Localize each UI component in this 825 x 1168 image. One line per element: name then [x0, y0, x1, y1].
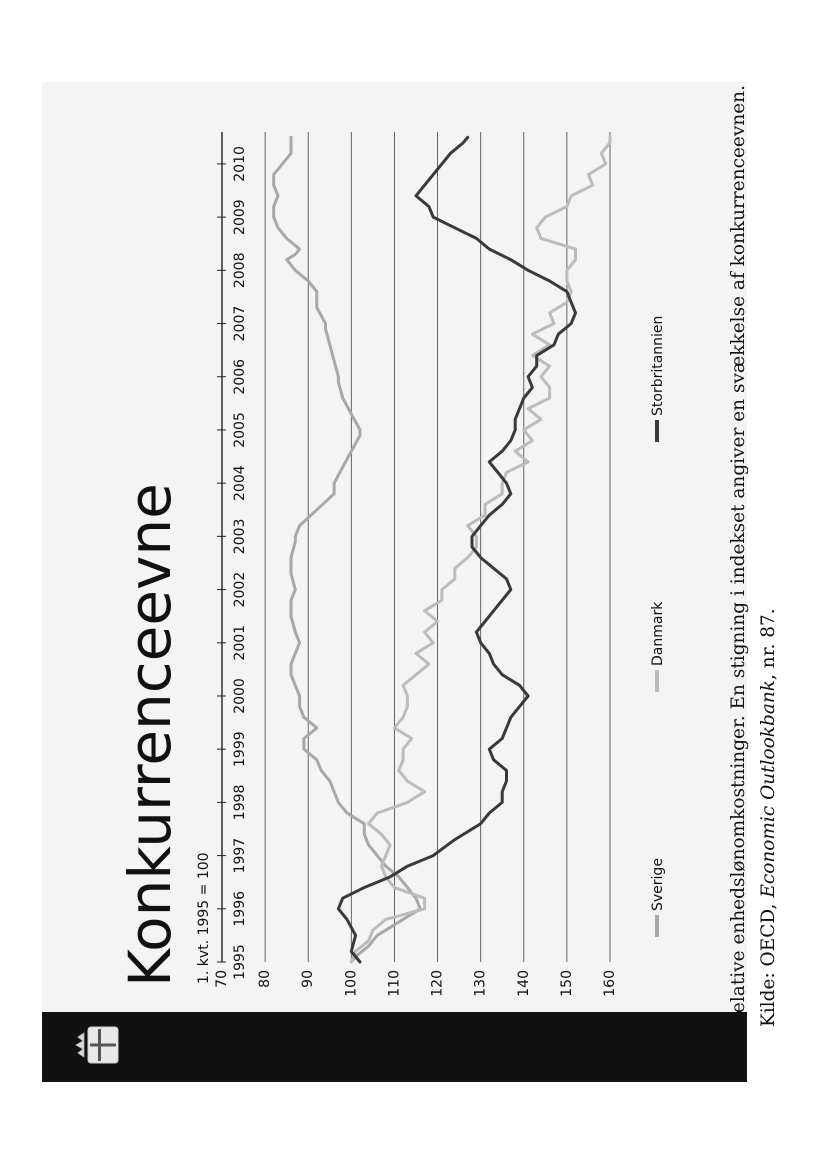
x-tick-label-2008: 2008: [232, 252, 248, 289]
x-tick-label-1998: 1998: [232, 784, 248, 821]
y-tick-label-110: 110: [386, 970, 403, 997]
caption-source-suffix: , nr. 87.: [758, 608, 779, 680]
legend-label-danmark: Danmark: [650, 601, 666, 666]
caption-source-prefix: Kilde: OECD,: [758, 897, 779, 1027]
x-tick-label-2007: 2007: [232, 305, 248, 342]
y-tick-label-80: 80: [257, 970, 274, 988]
x-tick-label-1996: 1996: [232, 890, 248, 927]
legend-label-sverige: Sverige: [650, 858, 666, 911]
caption-source-publication: Economic Outlookbank: [758, 679, 779, 898]
x-tick-label-1995: 1995: [232, 944, 248, 980]
legend-label-storbritannien: Storbritannien: [650, 315, 666, 416]
slide-title: Konkurrenceevne: [116, 483, 184, 987]
x-tick-label-2009: 2009: [232, 199, 248, 235]
x-tick-label-2005: 2005: [232, 412, 248, 448]
y-tick-label-150: 150: [558, 970, 575, 997]
slide-sidebar: [42, 1012, 747, 1082]
x-tick-label-2004: 2004: [232, 465, 248, 501]
x-tick-label-2002: 2002: [232, 571, 248, 608]
y-tick-label-160: 160: [602, 970, 618, 997]
x-tick-label-2003: 2003: [232, 518, 248, 555]
y-tick-label-120: 120: [429, 970, 446, 997]
x-tick-label-2001: 2001: [232, 624, 248, 661]
y-tick-label-100: 100: [343, 970, 360, 997]
y-tick-label-70: 70: [214, 970, 230, 988]
chart-subtitle: 1. kvt. 1995 = 100: [196, 852, 212, 984]
x-tick-label-2010: 2010: [232, 146, 248, 182]
caption-line-1: Relative enhedslønomkostninger. En stigning i indekset angiver en svækkelse af konkurrenceevnen.: [728, 85, 749, 1027]
x-tick-label-2006: 2006: [232, 358, 248, 395]
x-tick-label-2000: 2000: [232, 678, 248, 714]
y-tick-label-130: 130: [472, 970, 489, 997]
caption-source: [758, 608, 779, 1027]
y-tick-label-140: 140: [515, 970, 532, 997]
x-tick-label-1997: 1997: [232, 837, 248, 874]
y-tick-label-90: 90: [300, 970, 317, 988]
x-tick-label-1999: 1999: [232, 731, 248, 767]
